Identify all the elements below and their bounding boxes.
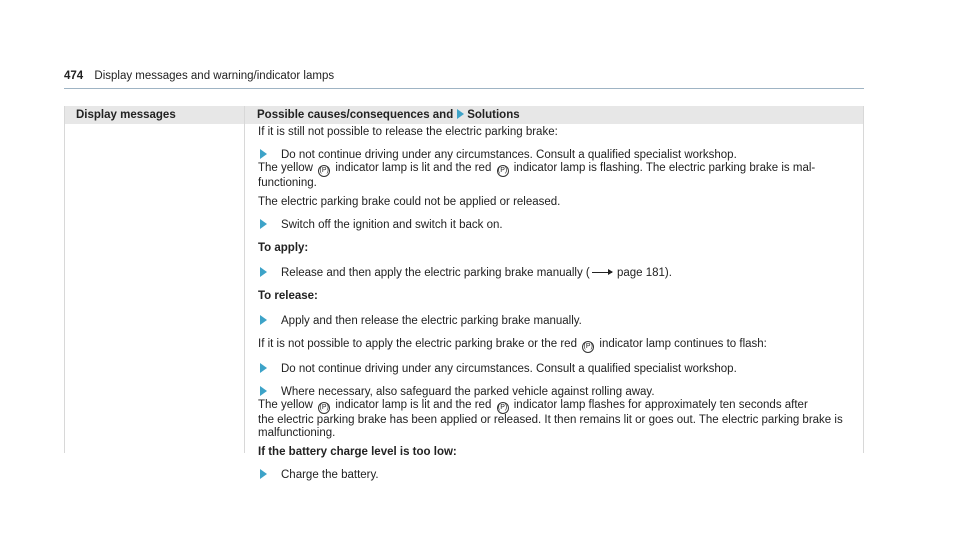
page-header xyxy=(64,70,334,82)
arrow-right-icon xyxy=(260,363,267,373)
table-header-row xyxy=(64,106,864,124)
header-rule xyxy=(64,88,864,89)
parking-brake-lamp-icon: (P) xyxy=(497,165,509,177)
col-header-display-messages: Display messages xyxy=(76,109,176,121)
arrow-right-icon xyxy=(260,315,267,325)
text-malfunctioning: malfunctioning. xyxy=(258,427,336,439)
text-functioning: functioning. xyxy=(258,177,317,189)
table-column-divider xyxy=(244,106,245,453)
col-header-solutions-label: Solutions xyxy=(467,109,520,121)
page-reference-arrow-icon xyxy=(592,272,612,273)
list-item: Release and then apply the electric parking brake manually ( page 181). xyxy=(258,267,858,280)
arrow-right-icon xyxy=(260,149,267,159)
table-border-left xyxy=(64,106,65,453)
arrow-right-icon xyxy=(260,386,267,396)
page-number: 474 xyxy=(64,70,84,82)
arrow-right-icon xyxy=(457,109,464,119)
list-item: Do not continue driving under any circumstances. Consult a qualified specialist workshop. xyxy=(258,149,858,162)
parking-brake-lamp-icon: (P) xyxy=(318,165,330,177)
heading-to-apply: To apply: xyxy=(258,242,309,254)
arrow-right-icon xyxy=(260,267,267,277)
text-apply-not-possible: If it is not possible to apply the electric parking brake or the red (P) indicator lamp continues to flash: xyxy=(258,338,858,353)
solutions-content xyxy=(258,126,858,482)
text-yellow-red-flashes: The yellow (P) indicator lamp is lit and the red (P) indicator lamp flashes for approximately ten seconds after xyxy=(258,399,858,414)
parking-brake-lamp-icon: (P) xyxy=(582,341,594,353)
heading-battery-low: If the battery charge level is too low: xyxy=(258,446,457,458)
parking-brake-lamp-icon: (P) xyxy=(318,402,330,414)
col-header-causes-label: Possible causes/consequences and xyxy=(257,109,454,121)
parking-brake-lamp-icon: (P) xyxy=(497,402,509,414)
text-remains-lit: the electric parking brake has been applied or released. It then remains lit or goes out. The electric parking brake is xyxy=(258,414,843,426)
list-item: Apply and then release the electric parking brake manually. xyxy=(258,315,858,328)
text-could-not-apply: The electric parking brake could not be applied or released. xyxy=(258,196,561,208)
table-border-right xyxy=(863,106,864,453)
arrow-right-icon xyxy=(260,469,267,479)
heading-to-release: To release: xyxy=(258,290,318,302)
arrow-right-icon xyxy=(260,219,267,229)
text-yellow-red-lamp: The yellow (P) indicator lamp is lit and the red (P) indicator lamp is flashing. The electric parking brake is mal- xyxy=(258,162,858,177)
col-header-causes xyxy=(257,109,520,121)
list-item: Do not continue driving under any circumstances. Consult a qualified specialist workshop. xyxy=(258,363,858,376)
list-item: Switch off the ignition and switch it back on. xyxy=(258,219,858,232)
list-item: Where necessary, also safeguard the parked vehicle against rolling away. xyxy=(258,386,858,399)
page-header-title: Display messages and warning/indicator lamps xyxy=(94,70,335,82)
page-reference-link[interactable]: page 181). xyxy=(616,267,672,279)
list-item: Charge the battery. xyxy=(258,469,858,482)
text-release-not-possible: If it is still not possible to release the electric parking brake: xyxy=(258,126,558,138)
